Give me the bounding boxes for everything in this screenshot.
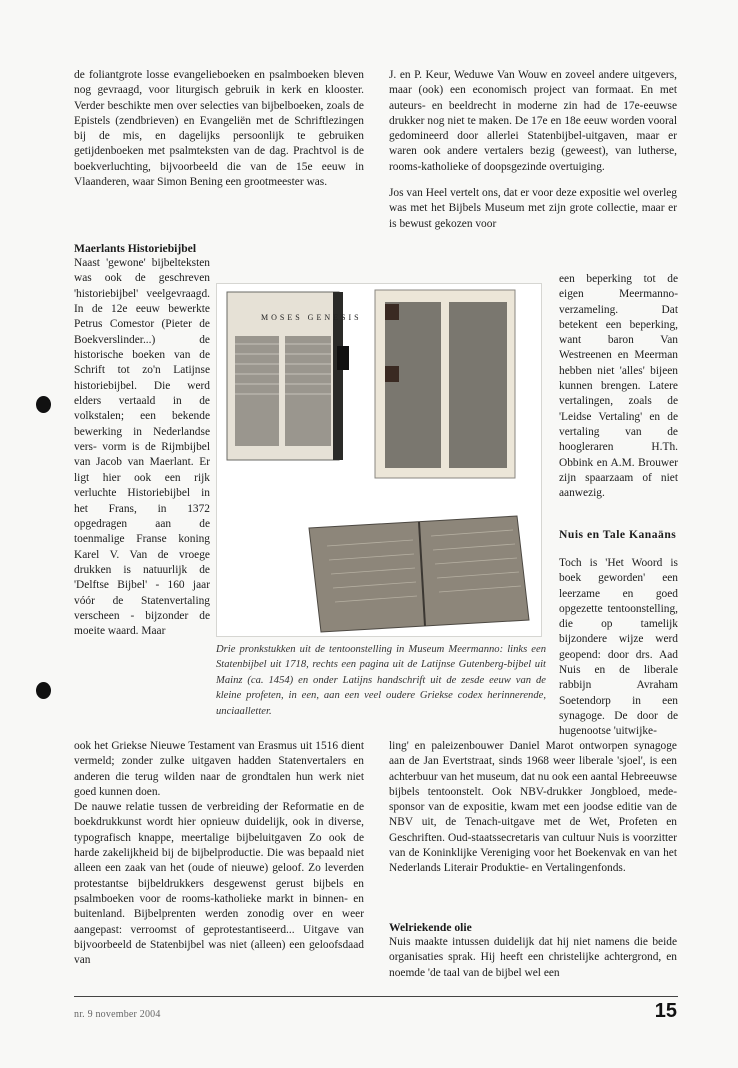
col2-top-paragraph	[389, 68, 677, 232]
col1-bottom-text-2: De nauwe relatie tussen de verbreiding der Reformatie en de boekdrukkunst wordt hier opnieuw duidelijk, ook in diverse, typografisch knappe, meertalige bijbeluitgaven Zo ook de harde zakelijkheid bij de bijbelproductie. Die was bepaald niet alleen een zaak van het (oude of nieuwe) geloof. Zo leverden protestantse bijbeldrukkers desgewenst gerust bijbels en psalmboeken voor de rooms-katholieke markt in binnen- en buitenland. Bijbelprenten werden zonodig over en weer aangepast: verroomst of geprotestantiseerd... Uitgave van bijvoorbeeld de Statenbijbel was niet (alleen) een geloofsdaad van	[74, 801, 364, 967]
col2-last-paragraph	[389, 935, 677, 981]
heading-maerlant: Maerlants Historiebijbel	[74, 242, 197, 255]
col2-top-text-1: J. en P. Keur, Weduwe Van Wouw en zoveel andere uitgevers, maar (ook) een economisch project van formaat. En met auteurs- en beeldrecht in moderne zin had de 17e-eeuwse drukker nog niet te maken. De 17e en 18e eeuw worden vooral gedomineerd door allerlei Statenbijbel-uitgaven, maar er waren ook andere vertalers bezig (geweest), van lutherse, rooms-katholieke of doopsgezinde overtuiging.	[389, 69, 677, 173]
exhibition-photo	[216, 283, 542, 637]
col2-narrow-paragraph	[559, 272, 678, 501]
col1-bottom-text-1: ook het Griekse Nieuwe Testament van Erasmus uit 1516 dient vermeld; zonder zulke uitgaven hadden Statenvertalers en anderen die terug wilden naar de grondtalen hun werk niet goed kunnen doen.	[74, 740, 364, 798]
col2-bottom-paragraph	[389, 739, 677, 877]
col2-last-text: Nuis maakte intussen duidelijk dat hij niet namens die beide organisaties sprak. Hij heeft een christelijke achtergrond, en noemde 'de taal van de bijbel wel een	[389, 936, 677, 979]
col1-narrow-paragraph	[74, 256, 210, 640]
col2-narrow2-paragraph	[559, 556, 678, 740]
col2-narrow2-text: Toch is 'Het Woord is boek geworden' een leerzame en goed opgezette tentoonstelling, die op tamelijk bijzondere wijze werd geopend: door drs. Aad Nuis en de liberale rabbijn Avraham Soetendorp in een synagoge. De door de hugenootse 'uitwijke-	[559, 557, 678, 738]
photo-illustration	[217, 284, 543, 638]
col2-top-text-2: Jos van Heel vertelt ons, dat er voor deze expositie wel overleg was met het Bijbels Museum met zijn grote collectie, maar er is bewust gekozen voor	[389, 187, 677, 230]
footer-rule	[74, 996, 678, 997]
col1-narrow-text: Naast 'gewone' bijbelteksten was ook de geschreven 'historiebijbel' veelgevraagd. In de 12e eeuw bewerkte Petrus Comestor (Pieter de Boekverslinder...) de historische boeken van de Schrift tot zo'n Latijnse historiebijbel. Die werd elders vertaald in de volkstalen; een bekende bewerking in Nederlandse vers- vorm is de Rijmbijbel van Jacob van Maerlant. Er ligt hier ook een rijk verluchte Historiebijbel in het Frans, in 1372 opgedragen aan de toenmalige Franse koning Karel V. Van de vroege drukken is natuurlijk de 'Delftse Bijbel' - 160 jaar vóór de Statenvertaling verscheen - bijzonder de moeite waard. Maar	[74, 257, 210, 638]
margin-bullet-bottom	[36, 682, 51, 699]
bible-header-text: MOSES GENESIS	[261, 313, 362, 322]
heading-nuis: Nuis en Tale Kanaäns	[559, 528, 677, 541]
footer-issue: nr. 9 november 2004	[74, 1009, 161, 1020]
col2-bottom-text: ling' en paleizenbouwer Daniel Marot ontworpen synagoge aan de Jan Evertstraat, sinds 1968 weer liberale 'sjoel', is een achterbuur van het museum, dat nu ook een aantal Hebreeuwse bijbels tentoonstelt. Ook NBV-drukker Jongbloed, mede-sponsor van de expositie, kwam met een joodse editie van de NBV uit, de Tenach-uitgave met de Wet, Profeten en Geschriften. Oud-staatssecretaris van cultuur Nuis is voorzitter van de Koninklijke Vereniging voor het Boekenvak en van het Nederlands Literair Produktie- en Vertalingenfonds.	[389, 740, 677, 875]
heading-olie: Welriekende olie	[389, 921, 472, 934]
figure-caption: Drie pronkstukken uit de tentoonstelling in Museum Meermanno: links een Statenbijbel uit 1718, rechts een pagina uit de Latijnse Gutenberg-bijbel uit Mainz (ca. 1454) en onder Latijns handschrift uit de zesde eeuw van de kleine profeten, in een, aan een veel oudere Griekse codex herinnerende, unciaalletter.	[216, 644, 546, 717]
col1-top-paragraph	[74, 68, 364, 190]
margin-bullet-top	[36, 396, 51, 413]
col1-bottom-paragraph	[74, 739, 364, 968]
col2-narrow-text: een beperking tot de eigen Meermanno-verzameling. Dat betekent een beperking, want baron Van Westreenen en Meerman hebben niet 'alles' bijeen kunnen brengen. Latere vertalingen, zoals de 'Leidse Vertaling' en de vertaling van de hoogleraren H.Th. Obbink en A.M. Brouwer zijn spaarzaam of niet aanwezig.	[559, 273, 678, 500]
page-number: 15	[654, 1000, 677, 1022]
col1-top-text: de foliantgrote losse evangelieboeken en psalmboeken bleven nog gevraagd, voor liturgisch gebruik in kerk en klooster. Verder beschikte men over selecties van bijbelboeken, zoals de Epistels (zendbrieven) en Evangeliën met de Schriftlezingen bij de mis, en dagelijks persoonlijk te gebruiken getijdenboeken met psalmteksten van de dag. Prachtvol is de boekverluchting, bijvoorbeeld die van de 15e eeuw in Vlaanderen, waar Simon Bening een grootmeester was.	[74, 69, 364, 189]
